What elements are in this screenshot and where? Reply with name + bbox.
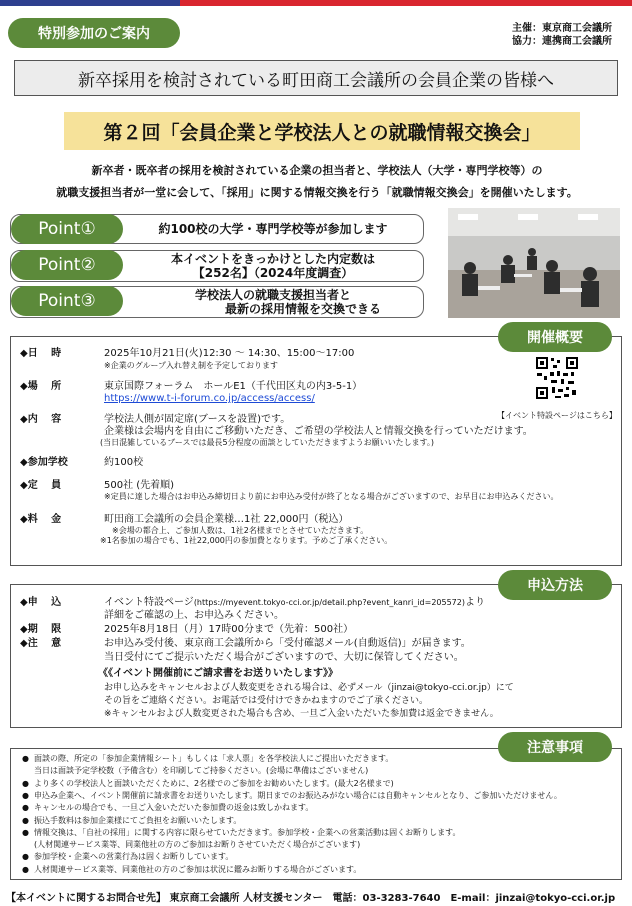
content-label: ◆内 容 xyxy=(20,414,62,425)
organizer-main: 主催：東京商工会議所 xyxy=(512,23,612,34)
cancel-line-1: お申し込みをキャンセルおよび人数変更をされる場合は、必ずメール（jinzai@tokyo-cci.or.jp）にて xyxy=(104,683,514,693)
special-invitation-badge: 特別参加のご案内 xyxy=(8,18,180,48)
qr-caption: 【イベント特設ページはこちら】 xyxy=(497,411,617,420)
bullet-icon: ● xyxy=(22,864,29,874)
qr-code-icon[interactable] xyxy=(535,356,579,400)
notices-header: 注意事項 xyxy=(498,732,612,762)
content-note: (当日混雑しているブースでは最長5分程度の面談としていただきますようお願いいたします。) xyxy=(100,438,435,447)
notice-text: キャンセルの場合でも、一旦ご入金いただいた参加費の返金は致しかねます。 xyxy=(34,803,314,813)
schools-value: 約100校 xyxy=(104,457,144,468)
invoice-heading: 《《イベント開催前にご請求書をお送りいたします》》 xyxy=(98,668,338,679)
notice-text: 人材関連サービス業等、同業他社の方のご参加は状況に鑑みお断りする場合がございます。 xyxy=(34,864,362,874)
fee-label: ◆料 金 xyxy=(20,514,62,525)
bullet-icon: ● xyxy=(22,803,29,813)
apply-method-line xyxy=(104,597,584,609)
bullet-icon: ● xyxy=(22,827,29,837)
content-line-2: 企業様は会場内を自由にご移動いただき、ご希望の学校法人と情報交換を行っていただけます。 xyxy=(104,426,533,437)
point-3-text-2: 最新の採用情報を交換できる xyxy=(224,302,381,316)
point-2-text-2: 【252名】（2024年度調査） xyxy=(192,266,354,280)
place-label: ◆場 所 xyxy=(20,381,62,392)
date-value: 2025年10月21日(火)12:30 ～ 14:30、15:00～17:00 xyxy=(104,348,355,359)
bullet-icon: ● xyxy=(22,754,29,763)
apply-method-suffix: より xyxy=(464,597,485,608)
organizer-coop: 協力：連携商工会議所 xyxy=(512,36,612,47)
notice-text: 申込み企業へ、イベント開催前に請求書をお送りいたします。期日までのお振込みがない場合には自動キャンセルとなり、ご参加いただけません。 xyxy=(34,790,562,800)
apply-method-text: イベント特設ページ xyxy=(104,597,194,608)
deadline-value: 2025年8月18日（月）17時00分まで（先着：500社） xyxy=(104,624,354,635)
content-line-1: 学校法人側が固定席(ブースを設置)です。 xyxy=(104,414,291,425)
point-3-text-1: 学校法人の就職支援担当者と xyxy=(194,288,351,302)
point-3-label: Point③ xyxy=(11,286,123,316)
bullet-icon: ● xyxy=(22,815,29,825)
bullet-icon: ● xyxy=(22,852,29,862)
point-1-label: Point① xyxy=(11,214,123,244)
cancel-line-2: その旨をご連絡ください。お電話では受付けできかねますのでご了承ください。 xyxy=(104,696,429,706)
date-label: ◆日 時 xyxy=(20,348,62,359)
apply-method-line-2: 詳細をご確認の上、お申込みください。 xyxy=(104,610,284,621)
application-header: 申込方法 xyxy=(498,570,612,600)
top-color-bar xyxy=(0,0,632,6)
cancel-line-3: ※キャンセルおよび人数変更された場合も含め、一旦ご入金いただいた参加費は返金できません。 xyxy=(104,709,499,719)
point-2 xyxy=(10,250,424,282)
bullet-icon: ● xyxy=(22,790,29,800)
event-title: 第２回「会員企業と学校法人との就職情報交換会」 xyxy=(64,112,580,150)
audience-banner: 新卒採用を検討されている町田商工会議所の会員企業の皆様へ xyxy=(14,60,618,96)
fee-value: 町田商工会議所の会員企業様…1社 22,000円（税込） xyxy=(104,514,349,525)
capacity-value: 500社 (先着順) xyxy=(104,480,175,491)
notice-text: (人材関連サービス業等、同業他社の方のご参加はお断りさせていただく場合がございます) xyxy=(34,840,361,850)
schools-label: ◆参加学校 xyxy=(20,457,68,468)
notice-text: より多くの学校法人と面談いただくために、2名様でのご参加をお勧めいたします。(最大2名様まで) xyxy=(34,778,394,788)
capacity-label: ◆定 員 xyxy=(20,480,62,491)
deadline-label: ◆期 限 xyxy=(20,624,62,635)
notice-text: 面談の際、所定の「参加企業情報シート」もしくは「求人票」を各学校法人にご提出いただきます。 xyxy=(34,754,394,763)
footer-contact: 【本イベントに関するお問合せ先】 東京商工会議所 人材支援センター 電話：03-3283-7640 E-mail：jinzai@tokyo-cci.or.jp xyxy=(6,893,616,904)
fee-note-1: ※会場の都合上、ご参加人数は、1社2名様までとさせていただきます。 xyxy=(112,526,369,535)
lead-line-2: 就職支援担当者が一堂に会して、「採用」に関する情報交換を行う「就職情報交換会」を開催いたします。 xyxy=(56,186,578,199)
event-photo xyxy=(448,208,620,318)
point-2-text-1: 本イベントをきっかけとした内定数は xyxy=(170,252,375,266)
notice-text: 情報交換は、「自社の採用」に関する内容に限らせていただきます。参加学校・企業への営業活動は固くお断りします。 xyxy=(34,827,461,837)
notice-text: 参加学校・企業への営業行為は固くお断りしています。 xyxy=(34,852,234,862)
organizer-info xyxy=(512,22,612,48)
point-3 xyxy=(10,286,424,318)
capacity-note: ※定員に達した場合はお申込み締切日より前にお申込み受付が終了となる場合がございますので、お早目にお申込みください。 xyxy=(104,492,559,501)
bullet-icon: ● xyxy=(22,778,29,788)
date-note: ※企業のグループ入れ替え制を予定しております xyxy=(104,361,279,370)
point-1-text: 約100校の大学・専門学校等が参加します xyxy=(158,222,388,236)
overview-header: 開催概要 xyxy=(498,322,612,352)
point-1 xyxy=(10,214,424,244)
place-link[interactable]: https://www.t-i-forum.co.jp/access/access/ xyxy=(104,393,315,404)
notes-line-2: 当日受付にてご提示いただく場合がございますので、大切に保管してください。 xyxy=(104,652,464,663)
notice-text: 振込手数料は参加企業様にてご負担をお願いいたします。 xyxy=(34,815,242,825)
point-2-label: Point② xyxy=(11,250,123,280)
fee-note-2: ※1名参加の場合でも、1社22,000円の参加費となります。予めご了承ください。 xyxy=(100,536,393,545)
lead-paragraph xyxy=(8,160,626,204)
lead-line-1: 新卒者・既卒者の採用を検討されている企業の担当者と、学校法人（大学・専門学校等）の xyxy=(91,164,543,177)
place-value: 東京国際フォーラム ホールE1（千代田区丸の内3-5-1） xyxy=(104,381,363,392)
notes-line-1: お申込み受付後、東京商工会議所から「受付確認メール(自動返信)」が届きます。 xyxy=(104,638,471,649)
apply-method-label: ◆申 込 xyxy=(20,597,62,608)
notice-text: 当日は面談予定学校数（予備含む）を印刷してご持参ください。(会場に準備はございません) xyxy=(34,766,369,776)
apply-method-url[interactable]: (https://myevent.tokyo-cci.or.jp/detail.php?event_kanri_id=205572) xyxy=(193,598,465,607)
notes-label: ◆注 意 xyxy=(20,638,62,649)
